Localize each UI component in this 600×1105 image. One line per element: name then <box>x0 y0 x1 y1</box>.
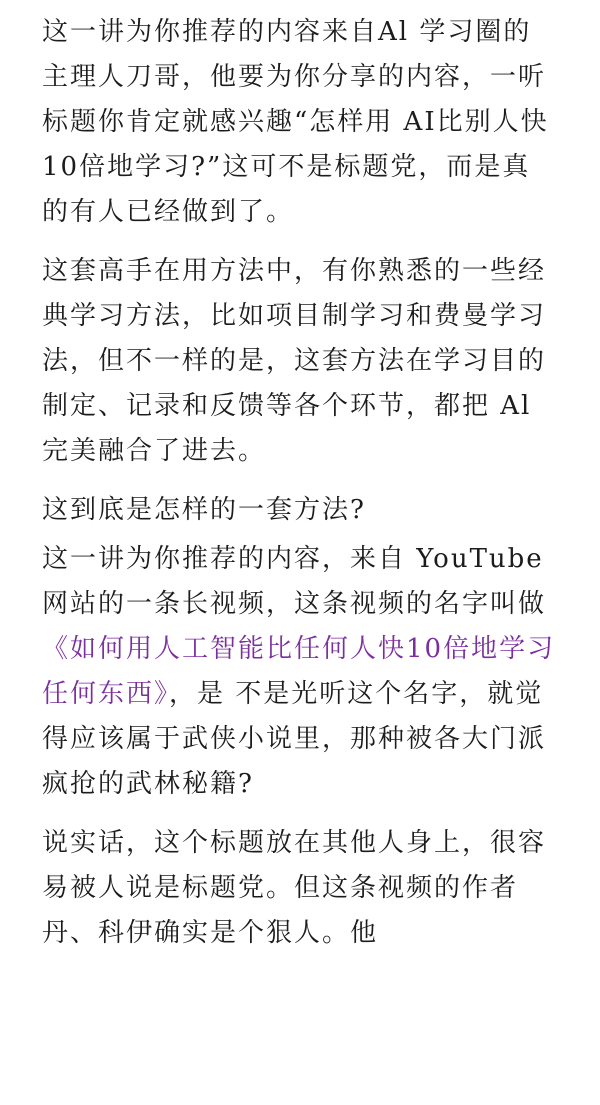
paragraph-methods: 这套高手在用方法中，有你熟悉的一些经典学习方法，比如项目制学习和费曼学习法，但不一样的是，这套方法在学习目的制定、记录和反馈等各个环节，都把 Al 完美融合了进去。 <box>42 256 547 466</box>
video-title-link[interactable]: 《如何用人工智能比任何人快10倍地学习任何东西》 <box>42 634 556 709</box>
paragraph-source-text-before: 这一讲为你推荐的内容，来自 YouTube 网站的一条长视频，这条视频的名字叫做 <box>42 544 547 619</box>
paragraph-question: 这到底是怎样的一套方法? <box>42 495 366 525</box>
paragraph-author: 说实话，这个标题放在其他人身上，很容易被人说是标题党。但这条视频的作者丹、科伊确实是个狠人。他 <box>42 828 547 948</box>
paragraph-source <box>42 537 558 807</box>
paragraph-source-text-after: ，是 不是光听这个名字，就觉得应该属于武侠小说里，那种被各大门派疯抢的武林秘籍? <box>42 679 547 799</box>
paragraph-intro: 这一讲为你推荐的内容来自Al 学习圈的主理人刀哥，他要为你分享的内容，一听标题你肯定就感兴趣“怎样用 AI比别人快10倍地学习?”这可不是标题党，而是真的有人已经做到了。 <box>42 17 549 227</box>
